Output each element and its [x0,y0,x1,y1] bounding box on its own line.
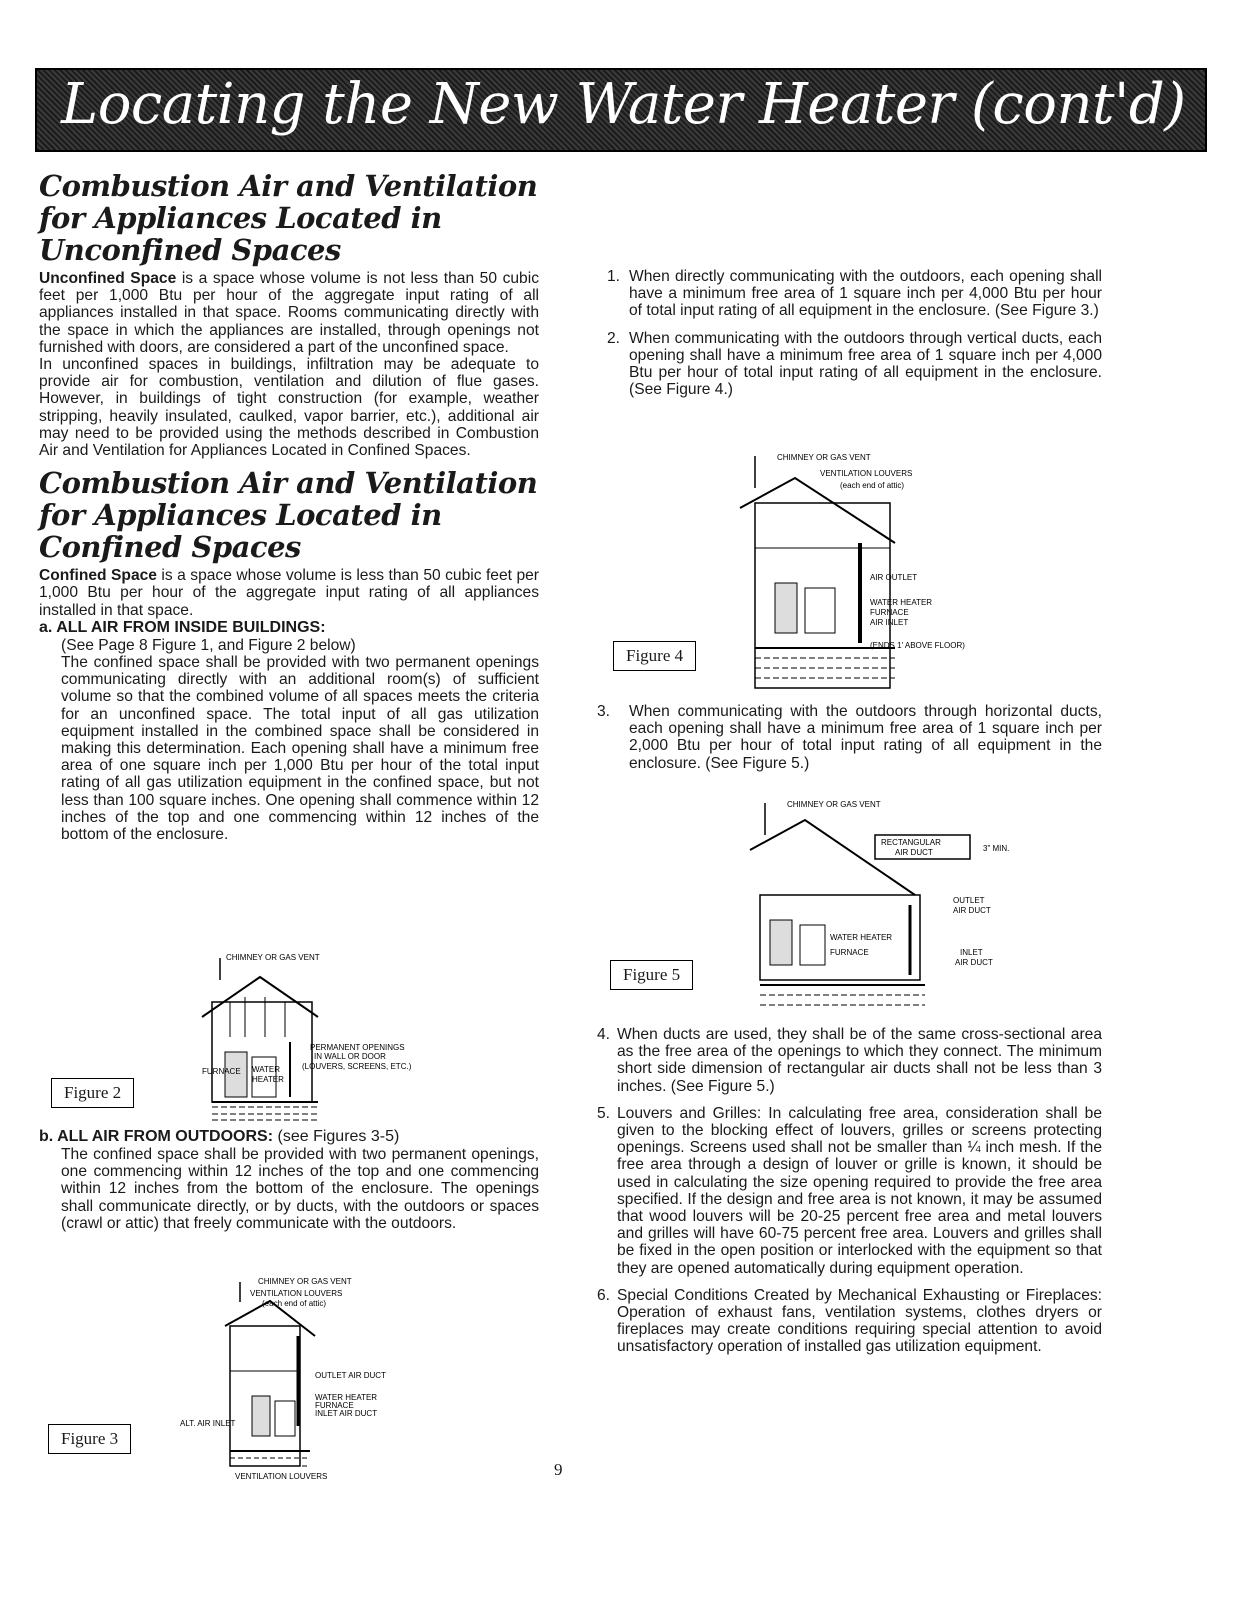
fig2-chimney-label: CHIMNEY OR GAS VENT [226,953,320,962]
fig5-outlet: OUTLET [953,896,985,905]
title-banner [35,68,1207,152]
fig4-chimney: CHIMNEY OR GAS VENT [777,453,871,462]
heading-unconfined: Combustion Air and Ventilation for Appliances Located in Unconfined Spaces [39,169,538,267]
fig5-chimney: CHIMNEY OR GAS VENT [787,800,881,809]
section-a-body: The confined space shall be provided with two permanent openings communicating directly with an additional room(s) of sufficient volume so that the combined volume of all spaces meets the criteria for an unconfined space. The total input of all gas utilization equipment installed in the combined space shall be considered in making this determination. Each opening shall have a minimum free area of one square inch per 1,000 Btu per hour of the total input rating of all gas utilization equipment in the confined space, but not less than 100 square inches. One opening shall commence within 12 inches of the top and one commencing within 12 inches of the bottom of the enclosure. [61,654,539,844]
fig4-outlet: AIR OUTLET [870,573,918,582]
figure-2-diagram [190,952,430,1127]
right-column-top [607,268,1102,408]
fig2-openings-3: (LOUVERS, SCREENS, ETC.) [302,1062,412,1071]
fig5-wh: WATER HEATER [830,933,893,942]
figure-3-label: Figure 3 [48,1424,131,1454]
page-number: 9 [554,1460,563,1479]
fig3-outlet: OUTLET AIR DUCT [315,1371,386,1380]
fig5-outlet2: AIR DUCT [953,906,991,915]
fig5-rect2: AIR DUCT [895,848,933,857]
fig2-openings-2: IN WALL OR DOOR [314,1052,386,1061]
page-title: Locating the New Water Heater (cont'd) [61,72,1186,137]
list-item: 3. When communicating with the outdoors through horizontal ducts, each opening shall have a minimum free area of 1 square inch per 2,000 Btu per hour of total input rating of all equipment in the enclosure. (See Figure 5.) [597,703,1102,772]
figure-3-diagram [170,1276,430,1486]
fig3-furnace: FURNACE [315,1401,354,1410]
fig2-heater: HEATER [252,1075,284,1084]
figure-2-label: Figure 2 [51,1078,134,1108]
fig2-openings-1: PERMANENT OPENINGS [310,1043,405,1052]
fig3-chimney: CHIMNEY OR GAS VENT [258,1277,352,1286]
fig3-alt: ALT. AIR INLET [180,1419,236,1428]
figure-5-label: Figure 5 [610,960,693,990]
fig3-louvers: VENTILATION LOUVERS [250,1289,343,1298]
fig5-min: 3" MIN. [983,844,1010,853]
fig5-inlet2: AIR DUCT [955,958,993,967]
heading-confined: Combustion Air and Ventilation for Appliances Located in Confined Spaces [39,466,538,565]
section-a-title: a. ALL AIR FROM INSIDE BUILDINGS: [39,618,326,636]
fig5-furnace: FURNACE [830,948,869,957]
fig4-louvers: VENTILATION LOUVERS [820,469,913,478]
fig4-furnace: FURNACE [870,608,909,617]
section-b-title: b. ALL AIR FROM OUTDOORS: (see Figures 3-5) [39,1128,400,1145]
figure-5-diagram [745,795,1045,1020]
fig3-each: (each end of attic) [262,1299,327,1308]
fig4-inlet: AIR INLET [870,618,909,627]
right-column-mid [597,703,1102,782]
fig4-wh: WATER HEATER [870,598,933,607]
fig4-ends: (ENDS 1' ABOVE FLOOR) [870,641,965,650]
fig3-bottom: VENTILATION LOUVERS [235,1472,328,1481]
fig2-furnace: FURNACE [202,1067,241,1076]
section-a-ref: (See Page 8 Figure 1, and Figure 2 below) [61,636,356,654]
section-b-body: The confined space shall be provided with two permanent openings, one commencing within 12 inches of the top and one commencing within 12 inches from the bottom of the enclosure. The openings shall communicate directly, or by ducts, with the outdoors or spaces (crawl or attic) that freely communicate with the outdoors. [61,1146,539,1232]
unconfined-definition: Unconfined Space is a space whose volume is not less than 50 cubic feet per 1,000 Btu per hour of the aggregate input rating of all appliances installed in that space. Rooms communicating directly with the space in which the appliances are installed, through openings not furnished with doors, are considered a part of the unconfined space. [39,270,539,356]
list-item: 2. When communicating with the outdoors through vertical ducts, each opening shall have a minimum free area of 1 square inch per 4,000 Btu per hour of total input rating of all equipment in the enclosure. (See Figure 4.) [607,329,1102,399]
confined-definition: Confined Space is a space whose volume is less than 50 cubic feet per 1,000 Btu per hour of the aggregate input rating of all appliances installed in that space. [39,567,539,619]
left-column [39,170,539,843]
list-item: 5. Louvers and Grilles: In calculating free area, consideration shall be given to the blocking effect of louvers, grilles or screens protecting openings. Screens used shall not be smaller than ¼ inch mesh. If the free area through a design of louver or grille is known, it should be used in calculating the size opening required to provide the free area specified. If the design and free area is not known, it may be assumed that wood louvers will be 20-25 percent free area and metal louvers and grilles will have 60-75 percent free area. Louvers and grilles shall be fixed in the open position or interlocked with the equipment so that they are opened automatically during equipment operation. [597,1104,1102,1277]
fig3-wh: WATER HEATER [315,1393,378,1402]
fig5-inlet: INLET [960,948,983,957]
fig4-each: (each end of attic) [840,481,905,490]
unconfined-infiltration: In unconfined spaces in buildings, infiltration may be adequate to provide air for combustion, ventilation and dilution of flue gases. However, in buildings of tight construction (for example, weather stripping, heavily insulated, caulked, vapor barrier, etc.), additional air may need to be provided using the methods described in Combustion Air and Ventilation for Appliances Located in Confined Spaces. [39,356,539,460]
list-item: 1. When directly communicating with the outdoors, each opening shall have a minimum free area of 1 square inch per 4,000 Btu per hour of total input rating of all equipment in the enclosure. (See Figure 3.) [607,268,1102,320]
list-item: 4. When ducts are used, they shall be of the same cross-sectional area as the free area of the openings to which they connect. The minimum short side dimension of rectangular air ducts shall not be less than 3 inches. (See Figure 5.) [597,1026,1102,1095]
fig3-inlet: INLET AIR DUCT [315,1409,378,1418]
list-item: 6. Special Conditions Created by Mechanical Exhausting or Fireplaces: Operation of exhaust fans, ventilation systems, clothes dryers or fireplaces may create conditions requiring special attention to avoid unsatisfactory operation of installed gas utilization equipment. [597,1286,1102,1356]
figure-4-diagram [735,448,1035,693]
fig5-rect1: RECTANGULAR [881,838,941,847]
section-b [39,1128,539,1232]
figure-4-label: Figure 4 [613,641,696,671]
right-column-bottom [597,1026,1102,1366]
fig2-water: WATER [252,1065,280,1074]
